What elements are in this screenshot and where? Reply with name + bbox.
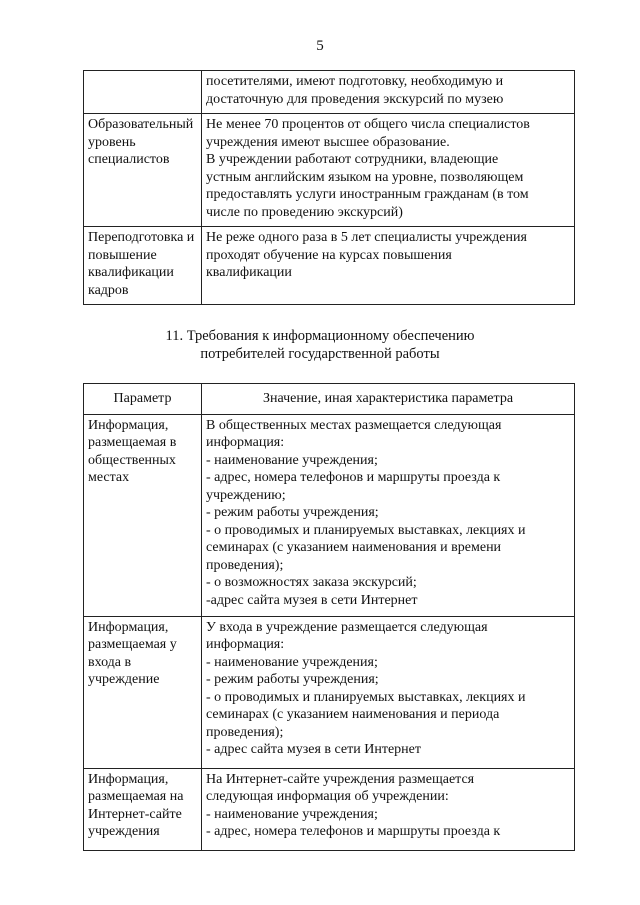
- text-line: проведения);: [206, 724, 284, 740]
- param-cell: [84, 768, 202, 850]
- text-line: - режим работы учреждения;: [206, 672, 379, 687]
- value-cell: [202, 414, 575, 616]
- header-param: Параметр: [84, 384, 202, 415]
- text-line: Информация,: [88, 771, 169, 787]
- param-cell: [84, 616, 202, 768]
- text-line: специалистов: [88, 152, 170, 167]
- text-line: следующая информация об учреждении:: [206, 789, 449, 804]
- text-line: устным английским языком на уровне, позволяющем: [206, 169, 524, 185]
- text-line: Не менее 70 процентов от общего числа специалистов: [206, 117, 530, 132]
- text-line: - наименование учреждения;: [206, 806, 378, 822]
- text-line: - режим работы учреждения;: [206, 505, 379, 520]
- section-heading: [0, 327, 640, 363]
- text-line: квалификации: [88, 265, 174, 280]
- text-line: -адрес сайта музея в сети Интернет: [206, 592, 418, 608]
- text-line: местах: [88, 470, 130, 485]
- text-line: квалификации: [206, 265, 292, 280]
- text-line: учреждения имеют высшее образование.: [206, 134, 450, 150]
- table-row: [84, 768, 575, 850]
- text-line: семинарах (с указанием наименования и периода: [206, 707, 500, 722]
- table-row: [84, 414, 575, 616]
- text-line: числе по проведению экскурсий): [206, 204, 403, 220]
- page-number: 5: [316, 38, 324, 54]
- section-heading-line: потребителей государственной работы: [200, 346, 440, 362]
- text-line: посетителями, имеют подготовку, необходимую и: [206, 74, 504, 89]
- text-line: - адрес сайта музея в сети Интернет: [206, 742, 421, 757]
- table-row: [84, 71, 575, 114]
- header-row: [84, 384, 575, 415]
- value-cell: [202, 227, 575, 305]
- value-cell: [202, 768, 575, 850]
- text-line: повышение: [88, 247, 157, 263]
- text-line: Переподготовка и: [88, 230, 195, 245]
- text-line: семинарах (с указанием наименования и времени: [206, 540, 502, 555]
- text-line: Информация,: [88, 619, 169, 635]
- param-cell: [84, 414, 202, 616]
- text-line: учреждения: [88, 824, 160, 839]
- table-row: [84, 616, 575, 768]
- text-line: В общественных местах размещается следующая: [206, 417, 502, 433]
- text-line: На Интернет-сайте учреждения размещается: [206, 771, 475, 787]
- value-cell: [202, 71, 575, 114]
- staff-requirements-table: [83, 70, 575, 305]
- text-line: учреждение: [88, 672, 160, 687]
- information-requirements-table: [83, 383, 575, 851]
- table-row: [84, 114, 575, 227]
- param-cell: [84, 114, 202, 227]
- text-line: информация:: [206, 637, 285, 652]
- text-line: входа в: [88, 654, 132, 670]
- text-line: размещаемая на: [88, 789, 184, 804]
- text-line: кадров: [88, 282, 129, 298]
- text-line: Образовательный: [88, 117, 194, 132]
- text-line: проведения);: [206, 557, 284, 573]
- text-line: уровень: [88, 134, 136, 150]
- section-heading-line: 11. Требования к информационному обеспечению: [165, 328, 475, 344]
- table-row: [84, 227, 575, 305]
- text-line: - о проводимых и планируемых выставках, лекциях и: [206, 522, 526, 538]
- text-line: - о проводимых и планируемых выставках, лекциях и: [206, 689, 526, 705]
- text-line: предоставлять услуги иностранным гражданам (в том: [206, 187, 529, 202]
- text-line: проходят обучение на курсах повышения: [206, 247, 452, 263]
- text-line: учреждению;: [206, 487, 286, 503]
- header-value: Значение, иная характеристика параметра: [202, 384, 575, 415]
- text-line: - адрес, номера телефонов и маршруты проезда к: [206, 824, 501, 839]
- text-line: достаточную для проведения экскурсий по музею: [206, 91, 504, 107]
- text-line: У входа в учреждение размещается следующая: [206, 619, 488, 635]
- text-line: Информация,: [88, 417, 169, 433]
- text-line: общественных: [88, 452, 176, 468]
- param-cell: [84, 227, 202, 305]
- text-line: - адрес, номера телефонов и маршруты проезда к: [206, 470, 501, 485]
- text-line: размещаемая у: [88, 637, 177, 652]
- text-line: информация:: [206, 435, 285, 450]
- text-line: В учреждении работают сотрудники, владеющие: [206, 152, 499, 167]
- text-line: размещаемая в: [88, 435, 177, 450]
- value-cell: [202, 114, 575, 227]
- param-cell: [84, 71, 202, 114]
- text-line: Интернет-сайте: [88, 806, 182, 822]
- text-line: Не реже одного раза в 5 лет специалисты учреждения: [206, 230, 527, 245]
- text-line: - наименование учреждения;: [206, 654, 378, 670]
- text-line: - наименование учреждения;: [206, 452, 378, 468]
- value-cell: [202, 616, 575, 768]
- text-line: - о возможностях заказа экскурсий;: [206, 575, 417, 590]
